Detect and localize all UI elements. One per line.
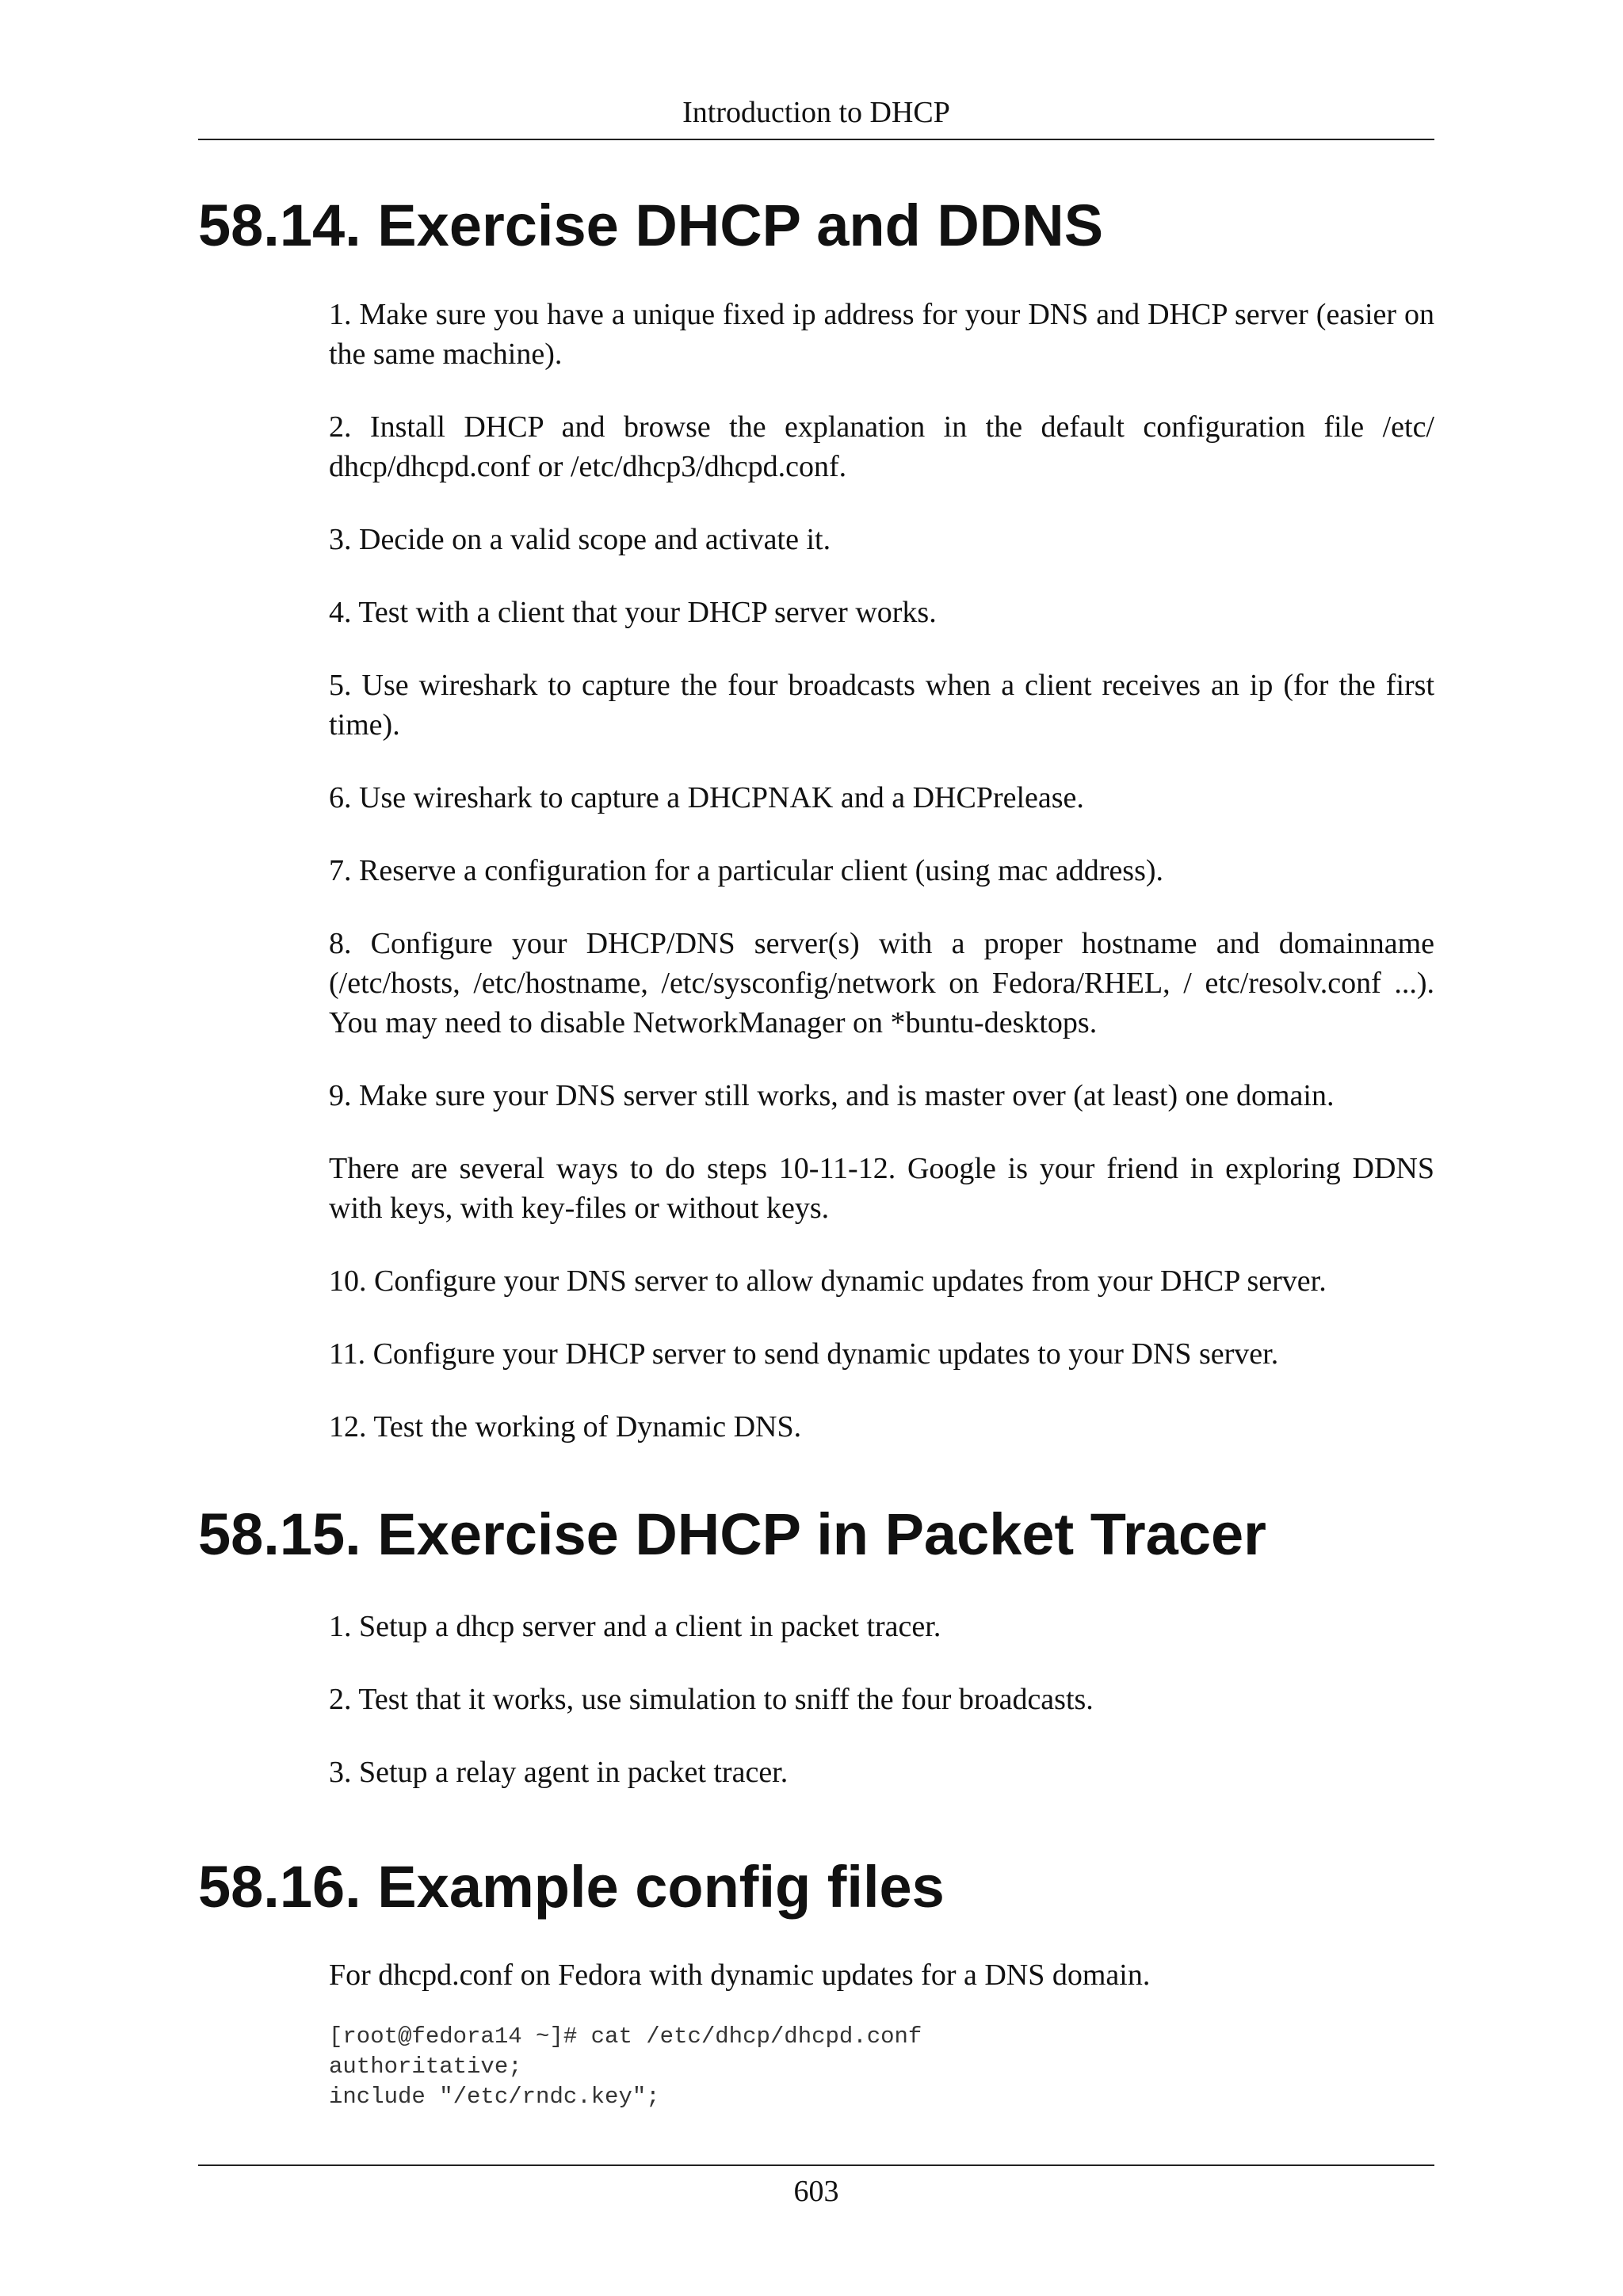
intro-paragraph: For dhcpd.conf on Fedora with dynamic updates for a DNS domain.	[329, 1958, 1151, 1992]
section-heading-58-16: 58.16. Example config files	[198, 1854, 945, 1920]
section-heading-58-14: 58.14. Exercise DHCP and DDNS	[198, 193, 1104, 258]
section-body-58-16	[329, 1955, 1434, 2112]
exercise-item: 12. Test the working of Dynamic DNS.	[329, 1410, 802, 1444]
exercise-note: There are several ways to do steps 10-11-12. Google is your friend in exploring DDNS with keys, with key-files or without keys.	[329, 1152, 1434, 1225]
exercise-item: 10. Configure your DNS server to allow dynamic updates from your DHCP server.	[329, 1264, 1327, 1298]
running-header: Introduction to DHCP	[682, 96, 950, 129]
exercise-item: 7. Reserve a configuration for a particular client (using mac address).	[329, 854, 1164, 887]
exercise-item: 2. Install DHCP and browse the explanation in the default configuration file /etc/ dhcp/dhcpd.conf or /etc/dhcp3/dhcpd.conf.	[329, 410, 1434, 483]
section-heading-58-15: 58.15. Exercise DHCP in Packet Tracer	[198, 1501, 1266, 1567]
section-body-58-14	[329, 295, 1434, 1480]
exercise-item: 6. Use wireshark to capture a DHCPNAK and a DHCPrelease.	[329, 781, 1084, 814]
exercise-item: 4. Test with a client that your DHCP server works.	[329, 596, 937, 629]
exercise-item: 1. Setup a dhcp server and a client in packet tracer.	[329, 1610, 941, 1643]
page-number: 603	[793, 2175, 839, 2208]
exercise-item: 3. Decide on a valid scope and activate it.	[329, 523, 831, 556]
code-listing: [root@fedora14 ~]# cat /etc/dhcp/dhcpd.conf authoritative; include "/etc/rndc.key";	[329, 2023, 922, 2110]
exercise-item: 9. Make sure your DNS server still works, and is master over (at least) one domain.	[329, 1079, 1335, 1112]
exercise-item: 11. Configure your DHCP server to send dynamic updates to your DNS server.	[329, 1337, 1279, 1371]
exercise-item: 5. Use wireshark to capture the four broadcasts when a client receives an ip (for the first time).	[329, 669, 1434, 742]
section-body-58-15	[329, 1607, 1434, 1825]
exercise-item: 2. Test that it works, use simulation to sniff the four broadcasts.	[329, 1683, 1094, 1716]
exercise-item: 1. Make sure you have a unique fixed ip address for your DNS and DHCP server (easier on the same machine).	[329, 298, 1434, 371]
exercise-item: 8. Configure your DHCP/DNS server(s) with a proper hostname and domainname (/etc/hosts, /etc/hostname, /etc/sysconfig/network on Fedora/RHEL, / etc/resolv.conf ...). You may need to disable NetworkManager on *buntu-desktops.	[329, 927, 1434, 1039]
header-rule	[198, 139, 1434, 140]
footer-rule	[198, 2164, 1434, 2166]
exercise-item: 3. Setup a relay agent in packet tracer.	[329, 1756, 789, 1789]
